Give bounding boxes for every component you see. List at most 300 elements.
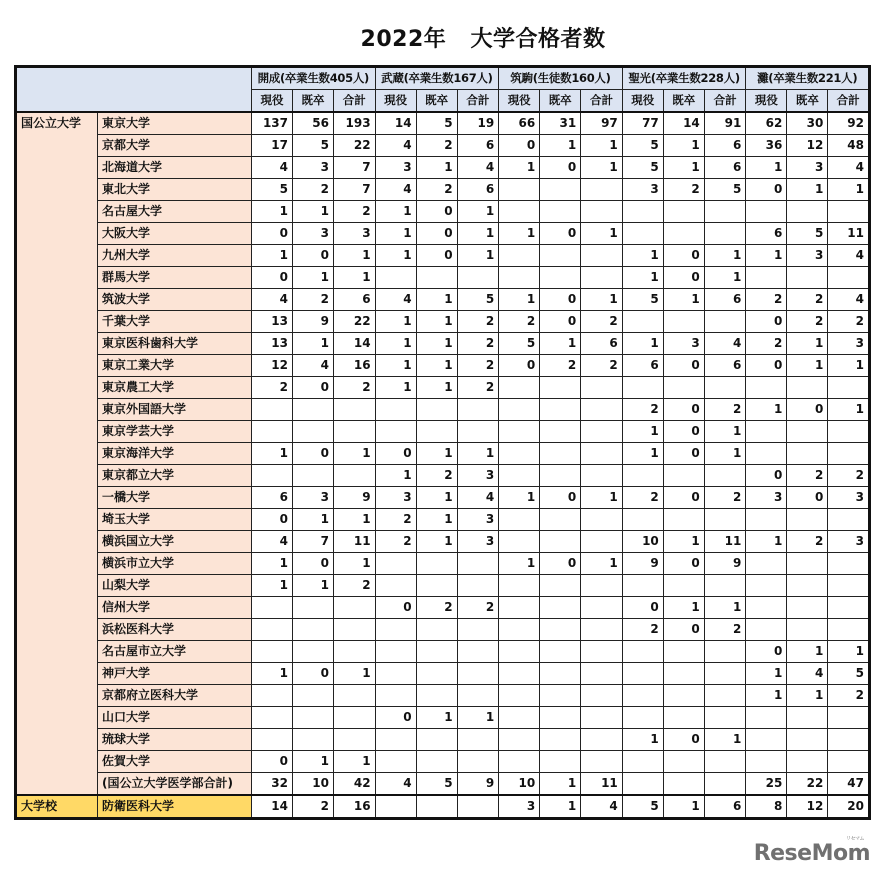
count-cell: 9 [622, 553, 663, 575]
count-cell: 6 [622, 355, 663, 377]
resemom-logo [753, 836, 870, 866]
count-cell [828, 201, 870, 223]
count-cell: 0 [375, 707, 416, 729]
count-cell: 13 [252, 333, 293, 355]
count-cell: 1 [334, 267, 376, 289]
count-cell: 0 [293, 377, 334, 399]
count-cell [704, 641, 746, 663]
count-cell [581, 377, 623, 399]
count-cell [581, 641, 623, 663]
count-cell: 1 [746, 685, 787, 707]
count-cell: 3 [293, 157, 334, 179]
university-name: 佐賀大学 [98, 751, 252, 773]
count-cell: 0 [252, 509, 293, 531]
count-cell [828, 729, 870, 751]
count-cell [828, 751, 870, 773]
count-cell: 5 [499, 333, 540, 355]
count-cell: 4 [787, 663, 828, 685]
count-cell: 0 [540, 311, 581, 333]
count-cell [499, 377, 540, 399]
count-cell: 2 [457, 355, 499, 377]
count-cell: 0 [746, 641, 787, 663]
count-cell [334, 399, 376, 421]
count-cell: 2 [416, 179, 457, 201]
count-cell: 1 [704, 729, 746, 751]
count-cell [704, 663, 746, 685]
university-name: 防衛医科大学 [98, 795, 252, 819]
count-cell: 9 [704, 553, 746, 575]
count-cell: 2 [622, 487, 663, 509]
count-cell: 3 [622, 179, 663, 201]
count-cell: 1 [457, 443, 499, 465]
count-cell [457, 399, 499, 421]
count-cell [581, 201, 623, 223]
count-cell [581, 685, 623, 707]
count-cell [540, 619, 581, 641]
count-cell: 5 [704, 179, 746, 201]
count-cell [540, 465, 581, 487]
count-cell: 1 [252, 443, 293, 465]
count-cell: 0 [499, 135, 540, 157]
university-name: 一橋大学 [98, 487, 252, 509]
count-cell [457, 729, 499, 751]
count-cell [746, 421, 787, 443]
count-cell: 4 [375, 289, 416, 311]
count-cell [828, 267, 870, 289]
university-name: 東北大学 [98, 179, 252, 201]
page-title [0, 22, 886, 53]
count-cell: 56 [293, 112, 334, 135]
count-cell: 2 [334, 575, 376, 597]
university-name: 神戸大学 [98, 663, 252, 685]
count-cell [457, 685, 499, 707]
count-cell: 193 [334, 112, 376, 135]
count-cell [499, 575, 540, 597]
count-cell: 8 [746, 795, 787, 819]
count-cell [293, 465, 334, 487]
count-cell: 1 [293, 333, 334, 355]
count-cell: 0 [663, 399, 704, 421]
count-cell: 1 [375, 377, 416, 399]
count-cell [499, 531, 540, 553]
count-cell: 1 [334, 751, 376, 773]
count-cell [787, 729, 828, 751]
university-name: 九州大学 [98, 245, 252, 267]
count-cell [746, 597, 787, 619]
count-cell [540, 443, 581, 465]
count-cell: 4 [581, 795, 623, 819]
count-cell: 5 [622, 289, 663, 311]
count-cell [540, 267, 581, 289]
count-cell [416, 267, 457, 289]
count-cell [334, 597, 376, 619]
count-cell [334, 421, 376, 443]
count-cell: 1 [746, 245, 787, 267]
count-cell [293, 729, 334, 751]
count-cell [499, 663, 540, 685]
count-cell [416, 729, 457, 751]
count-cell: 11 [828, 223, 870, 245]
count-cell: 1 [334, 509, 376, 531]
count-cell [540, 179, 581, 201]
count-cell: 1 [828, 641, 870, 663]
count-cell: 31 [540, 112, 581, 135]
count-cell: 2 [704, 619, 746, 641]
category-cell: 国公立大学 [16, 112, 98, 795]
count-cell: 2 [622, 619, 663, 641]
count-cell: 1 [252, 575, 293, 597]
table-row [16, 707, 870, 729]
count-cell: 2 [375, 531, 416, 553]
count-cell [416, 751, 457, 773]
count-cell: 3 [746, 487, 787, 509]
count-cell: 2 [622, 399, 663, 421]
count-cell: 1 [252, 553, 293, 575]
count-cell [293, 707, 334, 729]
subheader-cell: 合計 [334, 90, 376, 113]
count-cell [540, 201, 581, 223]
count-cell: 97 [581, 112, 623, 135]
count-cell: 1 [499, 223, 540, 245]
count-cell: 1 [375, 311, 416, 333]
count-cell: 12 [787, 135, 828, 157]
count-cell: 2 [787, 465, 828, 487]
count-cell [499, 443, 540, 465]
corner-cell [16, 67, 252, 113]
table-row [16, 685, 870, 707]
count-cell [416, 795, 457, 819]
university-name: 横浜市立大学 [98, 553, 252, 575]
table-row [16, 157, 870, 179]
count-cell [540, 245, 581, 267]
subheader-cell: 合計 [828, 90, 870, 113]
count-cell [746, 575, 787, 597]
count-cell [787, 707, 828, 729]
university-name: 信州大学 [98, 597, 252, 619]
count-cell: 77 [622, 112, 663, 135]
subheader-cell: 既卒 [416, 90, 457, 113]
count-cell: 2 [828, 685, 870, 707]
count-cell: 2 [746, 333, 787, 355]
count-cell [416, 685, 457, 707]
count-cell: 1 [581, 135, 623, 157]
count-cell: 6 [704, 289, 746, 311]
count-cell [704, 685, 746, 707]
count-cell [293, 421, 334, 443]
count-cell [704, 465, 746, 487]
university-name: 京都大学 [98, 135, 252, 157]
count-cell [581, 465, 623, 487]
count-cell: 1 [704, 245, 746, 267]
count-cell: 1 [622, 729, 663, 751]
university-name: 浜松医科大学 [98, 619, 252, 641]
count-cell: 2 [457, 311, 499, 333]
count-cell: 32 [252, 773, 293, 796]
count-cell: 0 [540, 289, 581, 311]
school-header: 武蔵(卒業生数167人) [375, 67, 499, 90]
count-cell [499, 685, 540, 707]
count-cell: 0 [416, 223, 457, 245]
count-cell: 30 [787, 112, 828, 135]
count-cell [540, 509, 581, 531]
count-cell: 0 [663, 487, 704, 509]
count-cell: 1 [416, 509, 457, 531]
table-row [16, 773, 870, 796]
count-cell: 10 [622, 531, 663, 553]
count-cell: 2 [457, 597, 499, 619]
count-cell: 1 [416, 377, 457, 399]
count-cell [622, 663, 663, 685]
subheader-cell: 既卒 [540, 90, 581, 113]
count-cell [416, 575, 457, 597]
university-name: 山梨大学 [98, 575, 252, 597]
subheader-cell: 既卒 [663, 90, 704, 113]
count-cell: 2 [252, 377, 293, 399]
count-cell: 1 [252, 663, 293, 685]
table-row [16, 663, 870, 685]
count-cell: 0 [375, 443, 416, 465]
count-cell [540, 751, 581, 773]
count-cell: 2 [828, 311, 870, 333]
count-cell: 1 [416, 333, 457, 355]
count-cell: 3 [375, 487, 416, 509]
count-cell: 4 [293, 355, 334, 377]
count-cell: 1 [663, 531, 704, 553]
count-cell: 1 [581, 487, 623, 509]
count-cell: 5 [828, 663, 870, 685]
count-cell [663, 311, 704, 333]
count-cell [704, 509, 746, 531]
count-cell: 137 [252, 112, 293, 135]
count-cell [622, 641, 663, 663]
university-name: 東京都立大学 [98, 465, 252, 487]
count-cell [663, 465, 704, 487]
count-cell: 7 [293, 531, 334, 553]
table-row [16, 641, 870, 663]
count-cell [293, 685, 334, 707]
count-cell [581, 531, 623, 553]
count-cell [293, 641, 334, 663]
count-cell [663, 751, 704, 773]
count-cell: 1 [334, 663, 376, 685]
count-cell: 5 [622, 795, 663, 819]
count-cell [457, 795, 499, 819]
university-name: 横浜国立大学 [98, 531, 252, 553]
count-cell: 14 [663, 112, 704, 135]
count-cell [622, 311, 663, 333]
count-cell [787, 553, 828, 575]
count-cell [499, 421, 540, 443]
count-cell [746, 619, 787, 641]
count-cell [622, 707, 663, 729]
table-row [16, 619, 870, 641]
count-cell [540, 399, 581, 421]
count-cell [704, 707, 746, 729]
count-cell: 0 [499, 355, 540, 377]
count-cell: 25 [746, 773, 787, 796]
count-cell: 2 [787, 289, 828, 311]
count-cell: 91 [704, 112, 746, 135]
count-cell: 0 [663, 267, 704, 289]
count-cell [787, 377, 828, 399]
count-cell: 1 [828, 355, 870, 377]
count-cell [499, 729, 540, 751]
count-cell: 0 [293, 245, 334, 267]
count-cell [622, 201, 663, 223]
count-cell: 0 [293, 663, 334, 685]
table-row [16, 135, 870, 157]
count-cell: 6 [581, 333, 623, 355]
count-cell: 1 [499, 289, 540, 311]
table-row [16, 509, 870, 531]
table-header [16, 67, 870, 113]
count-cell [540, 575, 581, 597]
count-cell [828, 707, 870, 729]
university-name: 名古屋大学 [98, 201, 252, 223]
count-cell: 1 [416, 311, 457, 333]
count-cell: 1 [787, 179, 828, 201]
count-cell: 1 [252, 201, 293, 223]
count-cell: 1 [457, 223, 499, 245]
count-cell: 6 [746, 223, 787, 245]
count-cell: 1 [499, 157, 540, 179]
count-cell [581, 707, 623, 729]
count-cell [787, 597, 828, 619]
count-cell: 1 [663, 157, 704, 179]
count-cell [499, 641, 540, 663]
count-cell: 5 [416, 773, 457, 796]
count-cell: 1 [293, 201, 334, 223]
count-cell: 1 [663, 135, 704, 157]
count-cell: 19 [457, 112, 499, 135]
count-cell: 1 [499, 553, 540, 575]
count-cell [334, 729, 376, 751]
count-cell: 4 [457, 157, 499, 179]
count-cell [375, 729, 416, 751]
count-cell [416, 421, 457, 443]
subheader-cell: 現役 [375, 90, 416, 113]
count-cell: 48 [828, 135, 870, 157]
count-cell: 1 [663, 795, 704, 819]
count-cell: 1 [622, 443, 663, 465]
count-cell [746, 553, 787, 575]
count-cell: 1 [581, 157, 623, 179]
count-cell: 1 [787, 355, 828, 377]
count-cell: 1 [416, 289, 457, 311]
count-cell [334, 465, 376, 487]
count-cell: 1 [416, 531, 457, 553]
count-cell [828, 575, 870, 597]
count-cell: 5 [787, 223, 828, 245]
table-row [16, 311, 870, 333]
subheader-cell: 既卒 [293, 90, 334, 113]
count-cell: 36 [746, 135, 787, 157]
count-cell: 0 [663, 245, 704, 267]
count-cell [663, 223, 704, 245]
count-cell: 0 [416, 201, 457, 223]
count-cell [787, 751, 828, 773]
count-cell: 3 [457, 531, 499, 553]
count-cell [375, 575, 416, 597]
count-cell [252, 421, 293, 443]
count-cell: 11 [334, 531, 376, 553]
count-cell: 9 [334, 487, 376, 509]
count-cell [540, 421, 581, 443]
count-cell: 2 [704, 399, 746, 421]
count-cell [499, 619, 540, 641]
university-name: (国公立大学医学部合計) [98, 773, 252, 796]
count-cell [457, 421, 499, 443]
count-cell: 1 [416, 443, 457, 465]
university-name: 千葉大学 [98, 311, 252, 333]
count-cell [375, 553, 416, 575]
count-cell: 0 [746, 311, 787, 333]
count-cell: 0 [746, 355, 787, 377]
count-cell: 5 [416, 112, 457, 135]
count-cell: 3 [828, 487, 870, 509]
count-cell [581, 663, 623, 685]
count-cell [828, 443, 870, 465]
count-cell [499, 399, 540, 421]
count-cell: 1 [622, 333, 663, 355]
count-cell [704, 575, 746, 597]
count-cell: 1 [375, 333, 416, 355]
university-name: 東京医科歯科大学 [98, 333, 252, 355]
count-cell: 1 [704, 597, 746, 619]
count-cell: 14 [375, 112, 416, 135]
count-cell: 5 [293, 135, 334, 157]
count-cell: 6 [457, 135, 499, 157]
count-cell: 4 [375, 179, 416, 201]
count-cell [334, 707, 376, 729]
count-cell: 1 [622, 267, 663, 289]
count-cell: 1 [581, 223, 623, 245]
count-cell: 1 [540, 135, 581, 157]
subheader-cell: 既卒 [787, 90, 828, 113]
table-row [16, 465, 870, 487]
table-row [16, 751, 870, 773]
count-cell [334, 685, 376, 707]
count-cell [663, 509, 704, 531]
count-cell: 3 [499, 795, 540, 819]
table-row [16, 443, 870, 465]
count-cell: 42 [334, 773, 376, 796]
count-cell [540, 729, 581, 751]
count-cell: 1 [581, 289, 623, 311]
count-cell [457, 641, 499, 663]
count-cell [622, 773, 663, 796]
school-header: 筑駒(生徒数160人) [499, 67, 623, 90]
count-cell [375, 641, 416, 663]
count-cell: 6 [457, 179, 499, 201]
count-cell: 6 [252, 487, 293, 509]
count-cell: 1 [704, 421, 746, 443]
count-cell: 1 [375, 355, 416, 377]
count-cell [416, 663, 457, 685]
count-cell [499, 597, 540, 619]
count-cell [663, 707, 704, 729]
count-cell [622, 751, 663, 773]
count-cell [252, 465, 293, 487]
table-row [16, 245, 870, 267]
count-cell [787, 619, 828, 641]
count-cell: 1 [457, 245, 499, 267]
university-name: 琉球大学 [98, 729, 252, 751]
count-cell: 1 [828, 179, 870, 201]
university-name: 東京大学 [98, 112, 252, 135]
count-cell: 3 [293, 223, 334, 245]
count-cell: 12 [252, 355, 293, 377]
